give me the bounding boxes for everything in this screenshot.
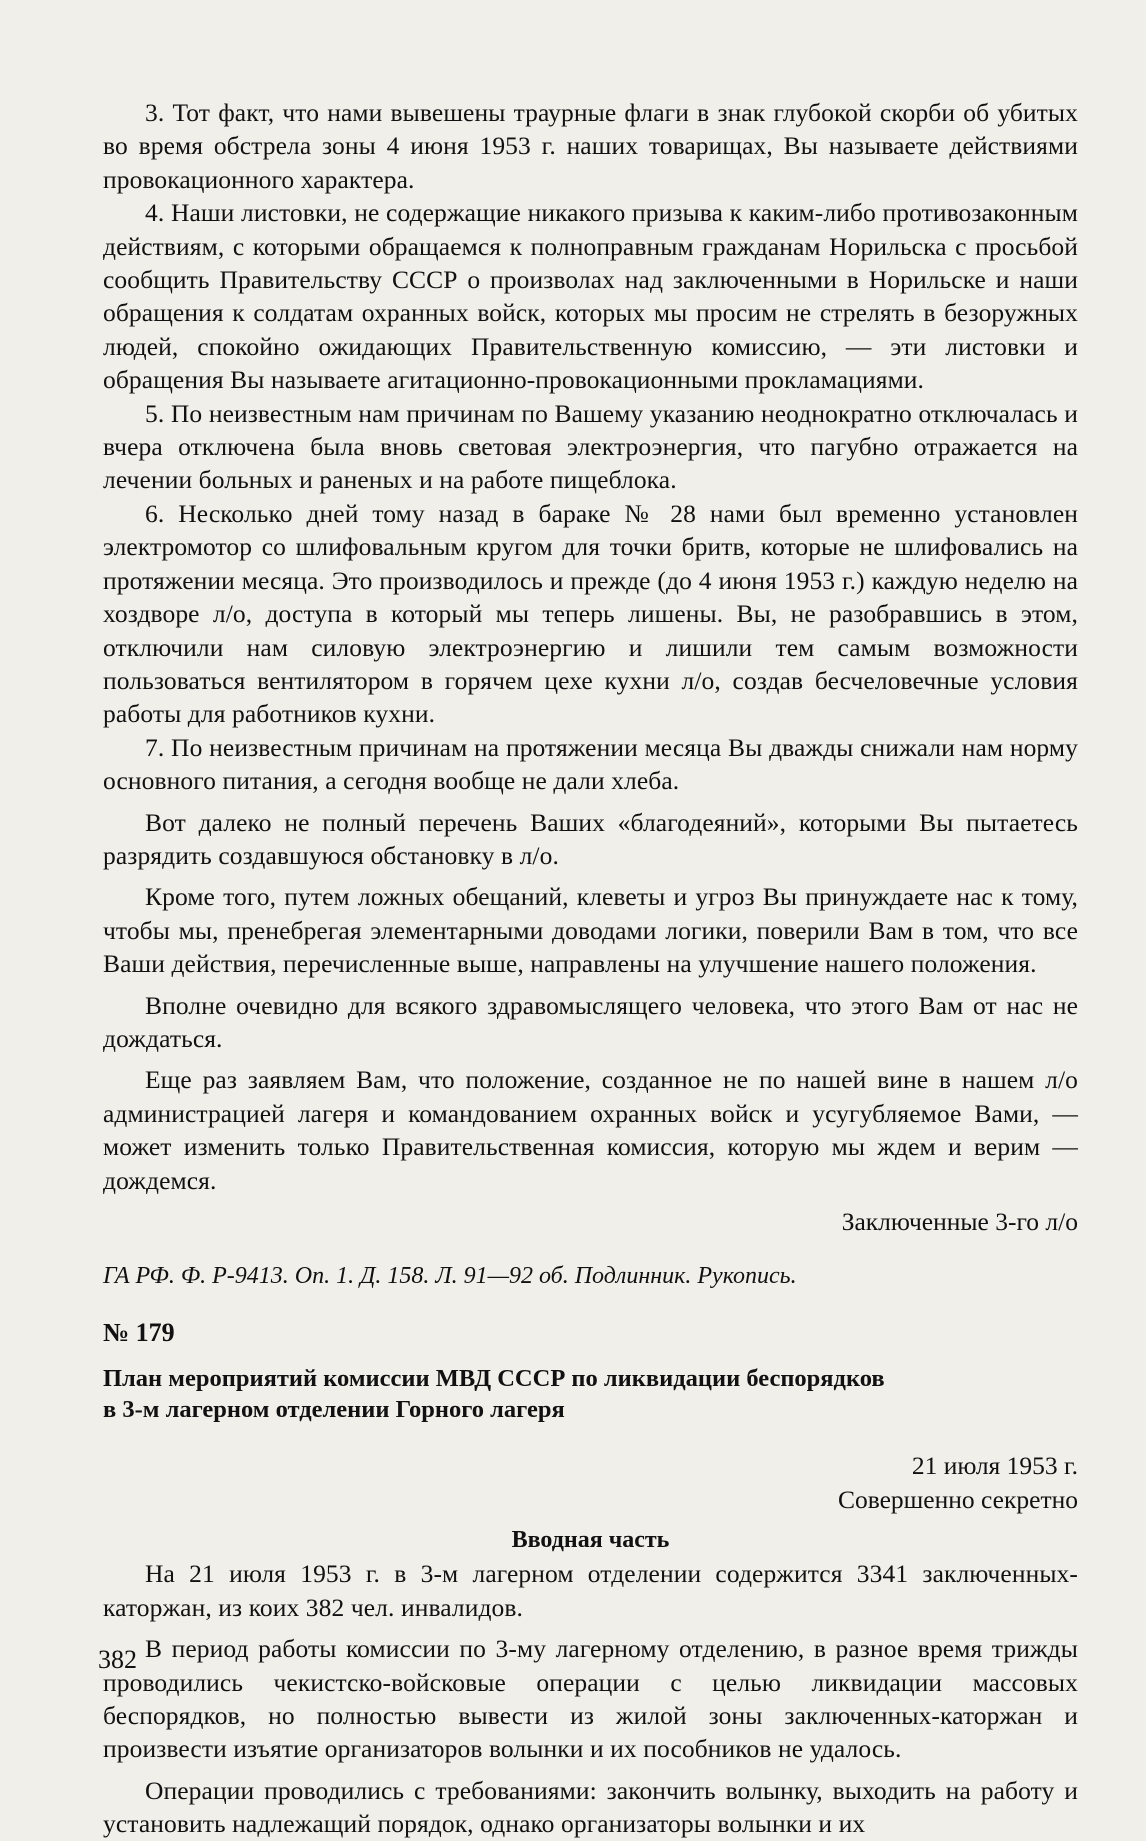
document-date: 21 июля 1953 г. — [911, 1451, 1078, 1481]
paragraph-final-statement: Еще раз заявляем Вам, что положение, созданное не по нашей вине в нашем л/о администрацией лагеря и командованием охранных войск и усугубляемое Вами, — может изменить только Правительственная комиссия, которую мы ждем и верим — дождемся. — [103, 1065, 1078, 1195]
page-number: 382 — [98, 1645, 137, 1674]
classification-stamp: Совершенно секретно — [837, 1484, 1078, 1514]
document-title — [103, 1363, 1078, 1425]
document-number: № 179 — [103, 1317, 175, 1347]
paragraph-item-6: 6. Несколько дней тому назад в бараке № 28 нами был временно установлен электромотор со шлифовальным кругом для точки бритв, которые не шлифовались на протяжении месяца. Это производилось и прежде (до 4 июня 1953 г.) каждую неделю на хоздворе л/о, доступа в который мы теперь лишены. Вы, не разобравшись в этом, отключили нам силовую электроэнергию и лишили тем самым возможности пользоваться вентилятором в горячем цехе кухни л/о, создав бесчеловечные условия работы для работников кухни. — [103, 498, 1078, 729]
document-page — [103, 96, 1078, 1841]
paragraph-item-7: 7. По неизвестным причинам на протяжении месяца Вы дважды снижали нам норму основного питания, а сегодня вообще не дали хлеба. — [103, 732, 1078, 796]
document-paragraph: В период работы комиссии по 3-му лагерному отделению, в разное время трижды проводились чекистско-войсковые операции с целью ликвидации массовых беспорядков, но полностью вывести из жилой зоны заключенных-каторжан и произвести изъятие организаторов волынки и их пособников не удалось. — [103, 1634, 1078, 1764]
paragraph-item-3: 3. Тот факт, что нами вывешены траурные флаги в знак глубокой скорби об убитых во время обстрела зоны 4 июня 1953 г. наших товарищах, Вы называете действиями провокационного характера. — [103, 98, 1078, 194]
paragraph-item-4: 4. Наши листовки, не содержащие никакого призыва к каким-либо противозаконным действиям, с которыми обращаемся к полноправным гражданам Норильска с просьбой сообщить Правительству СССР о произволах над заключенными в Норильске и наши обращения к солдатам охранных войск, которых мы просим не стрелять в безоружных людей, спокойно ожидающих Правительственную комиссию, — эти листовки и обращения Вы называете агитационно-провокационными прокламациями. — [103, 198, 1078, 395]
section-heading: Вводная часть — [511, 1527, 670, 1554]
paragraph-accusation: Кроме того, путем ложных обещаний, клеветы и угроз Вы принуждаете нас к тому, чтобы мы, пренебрегая элементарными доводами логики, поверили Вам в том, что все Ваши действия, перечисленные выше, направлены на улучшение нашего положения. — [103, 882, 1078, 979]
document-paragraph: Операции проводились с требованиями: закончить волынку, выходить на работу и установить надлежащий порядок, однако организаторы волынки и их — [103, 1775, 1078, 1839]
signature: Заключенные 3-го л/о — [841, 1207, 1078, 1236]
paragraph-summary: Вот далеко не полный перечень Ваших «благодеяний», которыми Вы пытаетесь разрядить создавшуюся обстановку в л/о. — [103, 807, 1078, 870]
document-title-line: План мероприятий комиссии МВД СССР по ликвидации беспорядков — [103, 1365, 885, 1393]
archival-source: ГА РФ. Ф. Р-9413. Оп. 1. Д. 158. Л. 91—92 об. Подлинник. Рукопись. — [103, 1263, 797, 1290]
paragraph-item-5: 5. По неизвестным нам причинам по Вашему указанию неоднократно отключалась и вчера отключена была вновь световая электроэнергия, что пагубно отражается на лечении больных и раненых и на работе пищеблока. — [103, 398, 1078, 495]
document-paragraph: На 21 июля 1953 г. в 3-м лагерном отделении содержится 3341 заключенных-каторжан, из коих 382 чел. инвалидов. — [103, 1559, 1078, 1622]
document-title-line: в 3-м лагерном отделении Горного лагеря — [103, 1396, 565, 1424]
paragraph-conclusion: Вполне очевидно для всякого здравомыслящего человека, что этого Вам от нас не дождаться. — [103, 990, 1078, 1053]
